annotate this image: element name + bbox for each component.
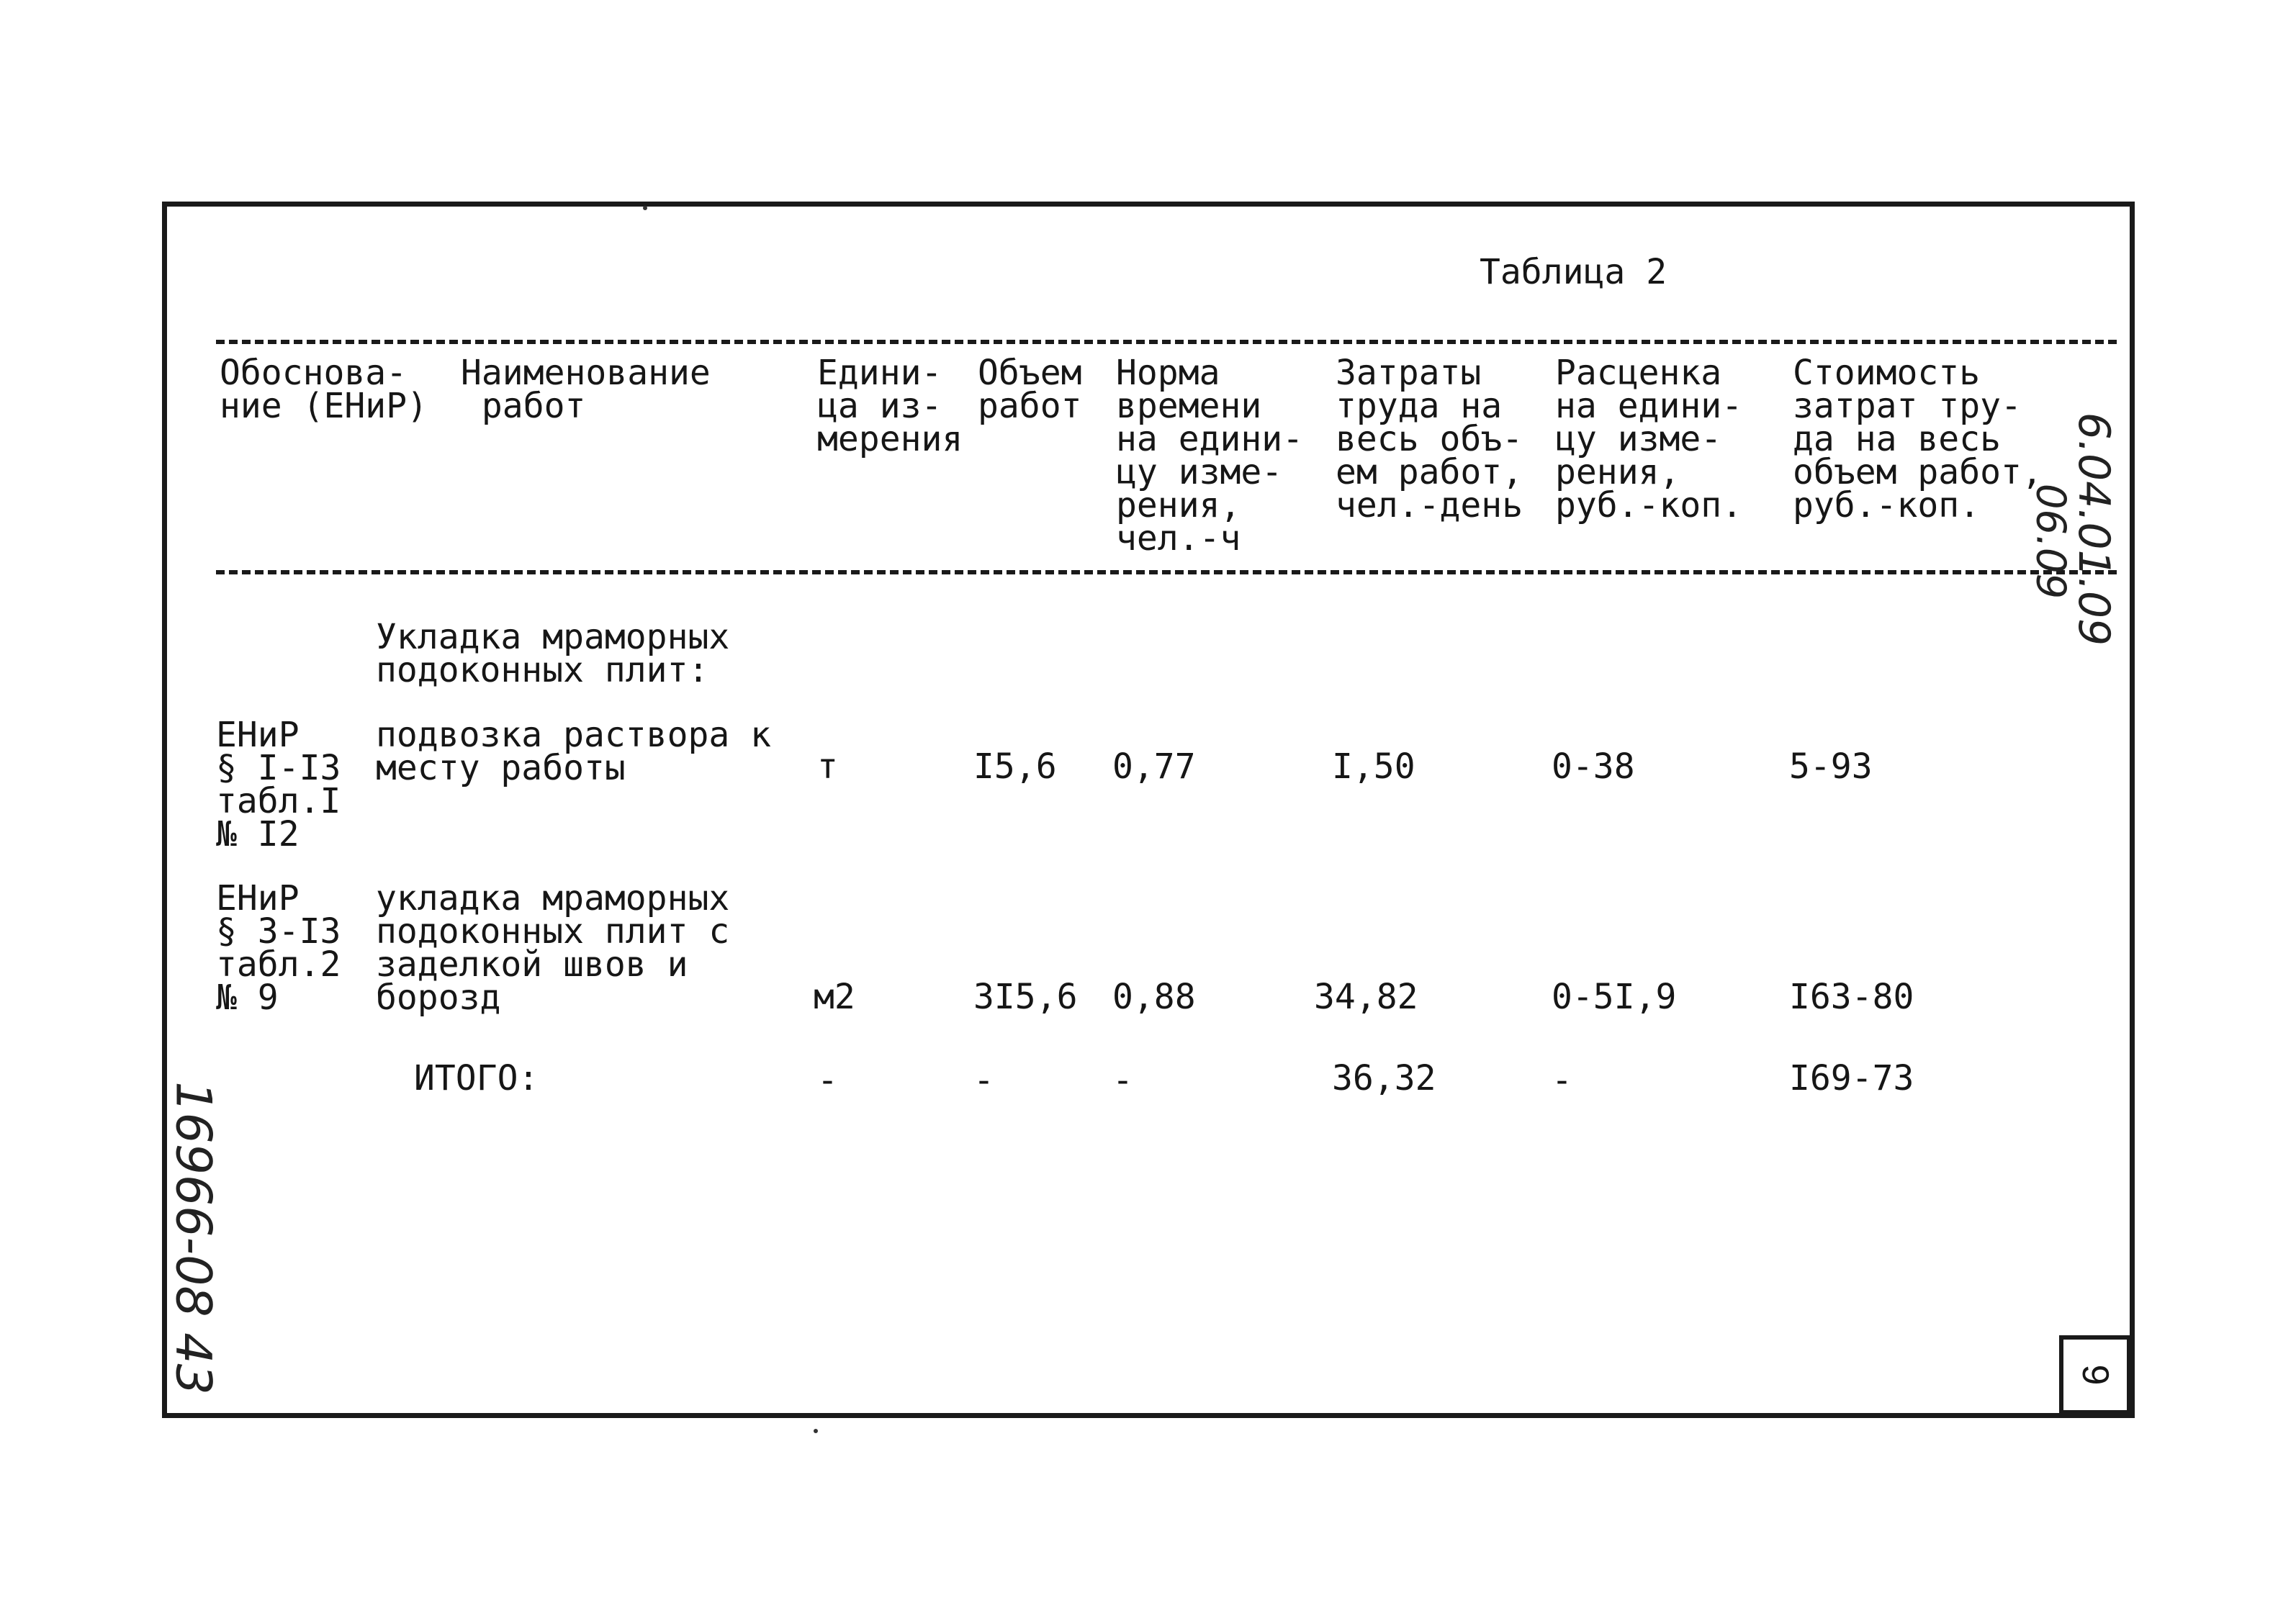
row-2-volume: 3I5,6: [973, 977, 1078, 1017]
header-volume: Объем работ: [978, 353, 1082, 426]
row-1-volume: I5,6: [973, 746, 1057, 787]
row-1-unit: т: [817, 746, 838, 787]
header-name: Наименование работ: [461, 353, 711, 426]
total-norm: -: [1112, 1060, 1133, 1101]
header-cost: Стоимость затрат тру- да на весь объем работ, руб.-коп.: [1793, 353, 2043, 525]
margin-note-right-2: 06.09: [2027, 483, 2074, 600]
row-2-labor: 34,82: [1314, 977, 1418, 1017]
total-labor: 36,32: [1332, 1058, 1436, 1098]
row-2-norm: 0,88: [1112, 977, 1196, 1017]
row-1-labor: I,50: [1332, 746, 1415, 787]
row-1-name: подвозка раствора к месту работы: [376, 715, 772, 788]
table-title: Таблица 2: [1480, 252, 1667, 292]
scan-speck: [814, 1429, 818, 1433]
row-2-unit: м2: [814, 977, 855, 1017]
page-number: 9: [2074, 1364, 2116, 1386]
margin-note-right-1: 6.04.01.09: [2068, 412, 2119, 646]
row-1-rate: 0-38: [1552, 746, 1635, 787]
row-1-cost: 5-93: [1789, 746, 1873, 787]
row-1-basis: ЕНиР § I-I3 табл.I № I2: [216, 715, 341, 854]
total-unit: -: [817, 1060, 838, 1101]
header-bottom-rule: [216, 570, 2117, 574]
row-2-rate: 0-5I,9: [1552, 977, 1677, 1017]
header-norm: Норма времени на едини- цу изме- рения, чел.-ч: [1116, 353, 1304, 559]
row-2-basis: ЕНиР § 3-I3 табл.2 № 9: [216, 878, 341, 1018]
row-1-norm: 0,77: [1112, 746, 1196, 787]
header-top-rule: [216, 340, 2117, 344]
header-basis: Обоснова- ние (ЕНиР): [220, 353, 428, 426]
row-2-name: укладка мраморных подоконных плит с заделкой швов и борозд: [376, 878, 730, 1018]
header-unit: Едини- ца из- мерения: [817, 353, 963, 459]
total-rate: -: [1552, 1060, 1572, 1101]
section-title: Укладка мраморных подоконных плит:: [376, 617, 730, 690]
scan-speck: [643, 206, 647, 210]
total-label: ИТОГО:: [414, 1058, 539, 1098]
header-rate: Расценка на едини- цу изме- рения, руб.-коп.: [1555, 353, 1743, 525]
total-volume: -: [973, 1060, 994, 1101]
page-number-box: [2059, 1335, 2131, 1414]
total-cost: I69-73: [1789, 1058, 1914, 1098]
row-2-cost: I63-80: [1789, 977, 1914, 1017]
header-labor: Затраты труда на весь объ- ем работ, чел.-день: [1336, 353, 1523, 525]
margin-note-left: 16966-08 43: [164, 1081, 222, 1395]
